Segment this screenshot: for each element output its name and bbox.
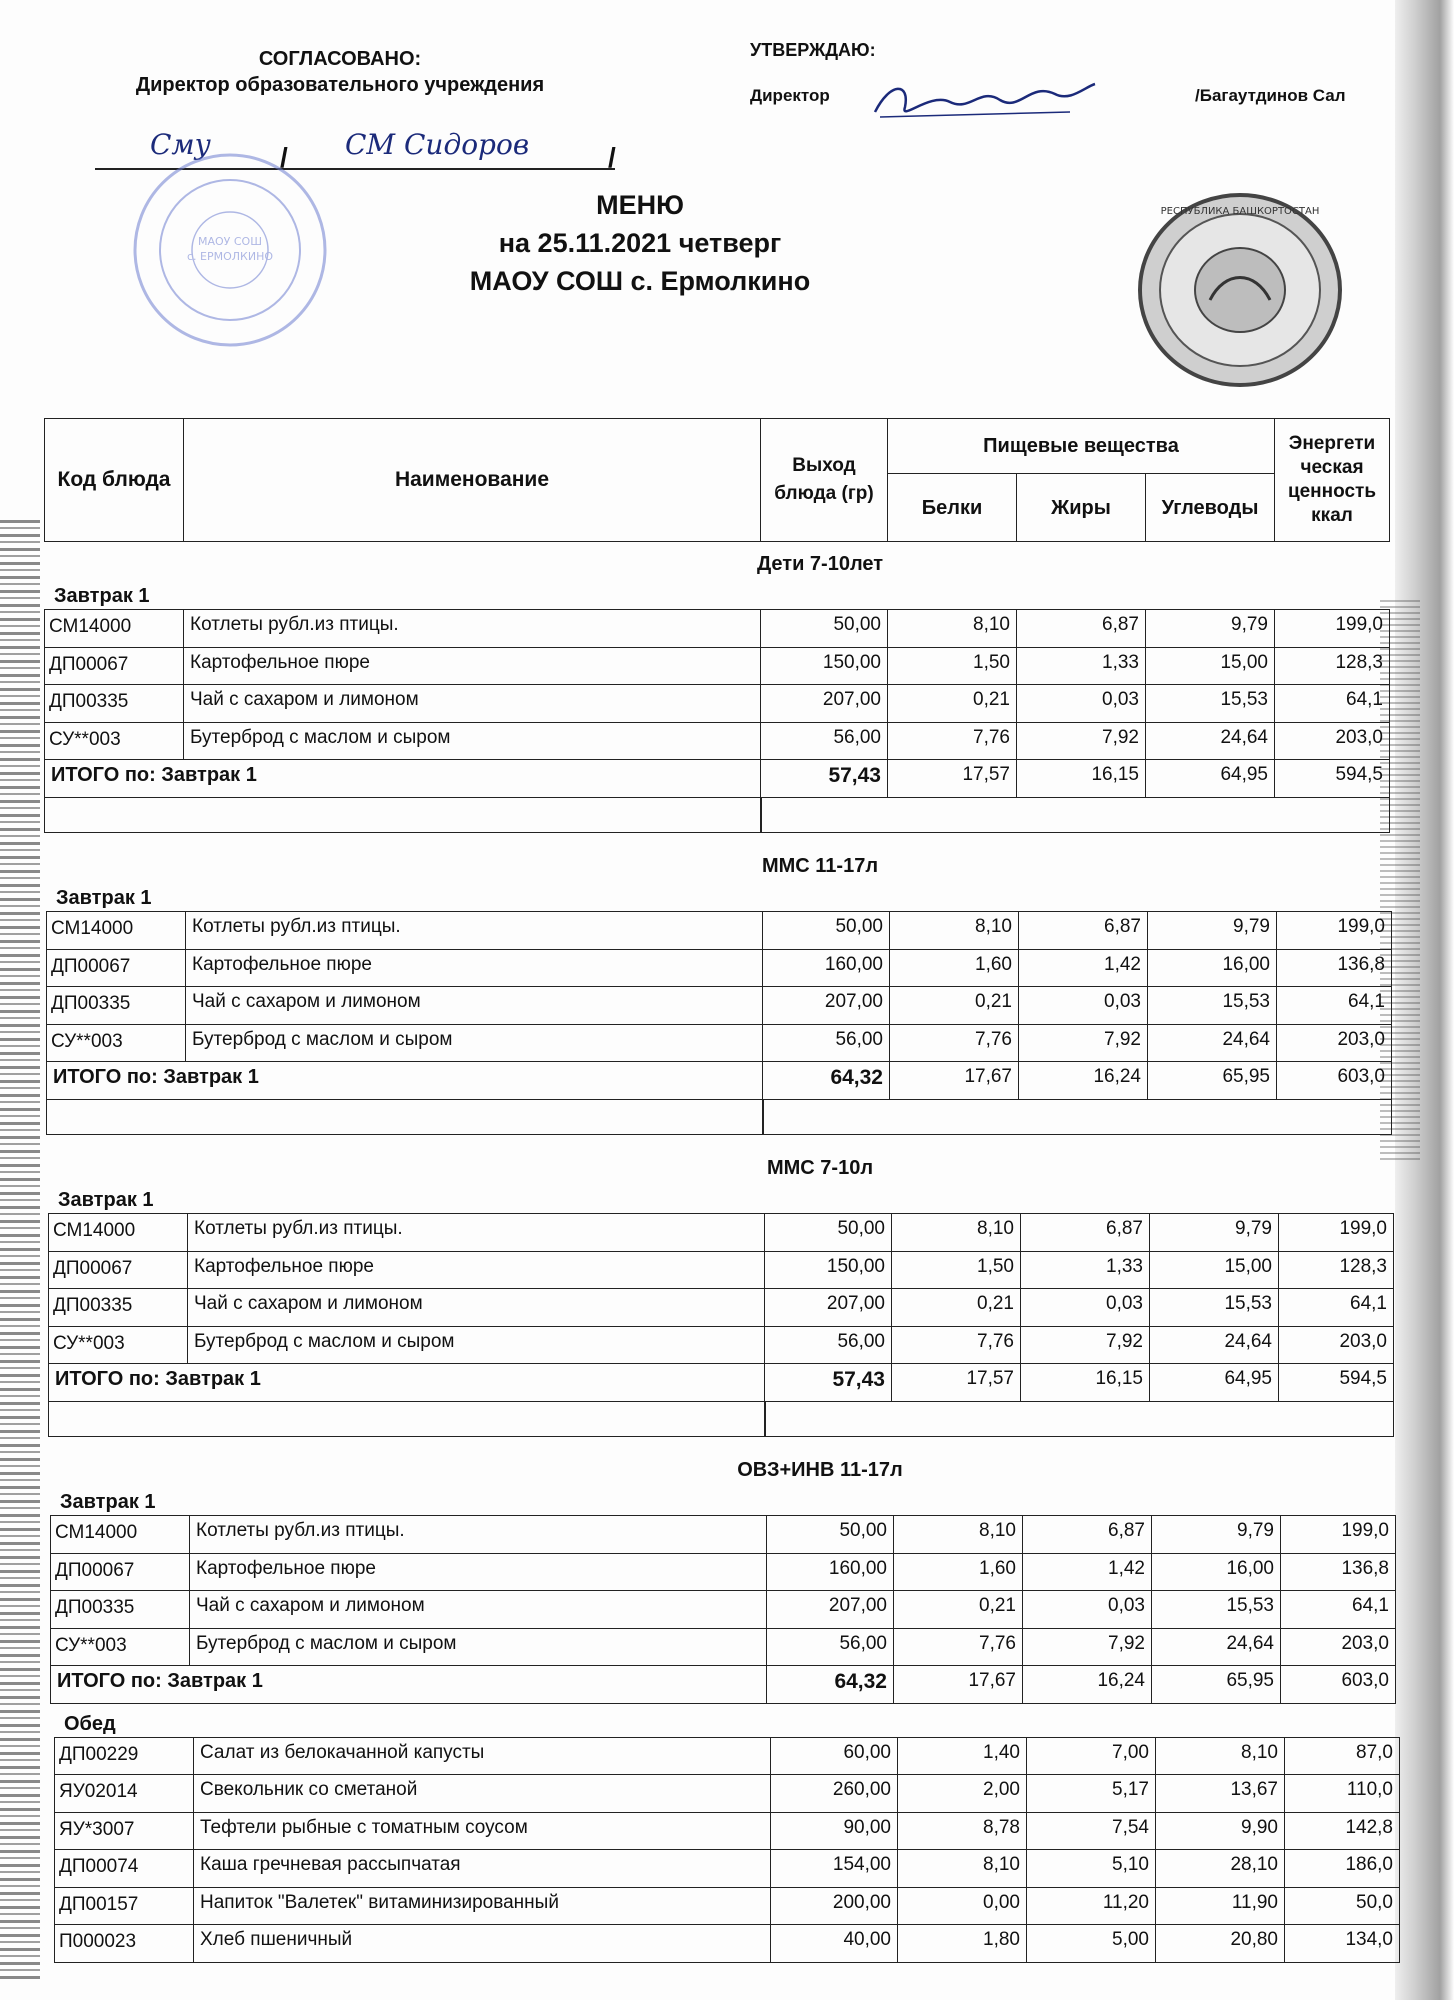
cell-f: 1,33	[1020, 1251, 1150, 1290]
total-e: 603,0	[1276, 1061, 1392, 1100]
scan-noise-left	[0, 520, 40, 1980]
total-p: 17,57	[891, 1363, 1021, 1402]
cell-name: Хлеб пшеничный	[193, 1924, 771, 1963]
cell-output: 40,00	[770, 1924, 898, 1963]
header-carbs: Углеводы	[1145, 473, 1275, 542]
header-proteins: Белки	[887, 473, 1017, 542]
total-f: 16,24	[1022, 1665, 1152, 1704]
director-name: /Багаутдинов Сал	[1195, 86, 1346, 105]
cell-e: 199,0	[1278, 1213, 1394, 1252]
cell-output: 160,00	[762, 949, 890, 988]
cell-c: 15,53	[1147, 986, 1277, 1025]
cell-p: 1,50	[887, 647, 1017, 686]
cell-code: СМ14000	[44, 609, 184, 648]
cell-f: 7,54	[1026, 1812, 1156, 1851]
meal-title: Обед	[64, 1712, 116, 1735]
cell-p: 0,21	[889, 986, 1019, 1025]
cell-c: 8,10	[1155, 1737, 1285, 1776]
cell-f: 5,10	[1026, 1849, 1156, 1888]
cell-e: 64,1	[1280, 1590, 1396, 1629]
cell-p: 7,76	[891, 1326, 1021, 1365]
group-title: Дети 7-10лет	[756, 553, 884, 575]
cell-f: 5,00	[1026, 1924, 1156, 1963]
total-f: 16,15	[1016, 759, 1146, 798]
cell-c: 24,64	[1145, 722, 1275, 761]
cell-c: 13,67	[1155, 1774, 1285, 1813]
total-c: 65,95	[1151, 1665, 1281, 1704]
cell-output: 207,00	[762, 986, 890, 1025]
cell-e: 136,8	[1280, 1553, 1396, 1592]
cell-c: 24,64	[1151, 1628, 1281, 1667]
cell-e: 142,8	[1284, 1812, 1400, 1851]
cell-p: 0,21	[887, 684, 1017, 723]
cell-name: Салат из белокачанной капусты	[193, 1737, 771, 1776]
cell-output: 154,00	[770, 1849, 898, 1888]
cell-e: 64,1	[1276, 986, 1392, 1025]
cell-output: 207,00	[764, 1288, 892, 1327]
cell-p: 8,10	[887, 609, 1017, 648]
cell-c: 9,79	[1151, 1515, 1281, 1554]
cell-code: П000023	[54, 1924, 194, 1963]
meal-title: Завтрак 1	[56, 887, 152, 909]
cell-name: Напиток "Валетек" витаминизированный	[193, 1887, 771, 1926]
total-c: 64,95	[1149, 1363, 1279, 1402]
meal-title: Завтрак 1	[60, 1491, 156, 1513]
cell-e: 136,8	[1276, 949, 1392, 988]
cell-e: 134,0	[1284, 1924, 1400, 1963]
total-p: 17,57	[887, 759, 1017, 798]
cell-f: 7,92	[1022, 1628, 1152, 1667]
cell-code: ДП00157	[54, 1887, 194, 1926]
cell-code: ДП00067	[48, 1251, 188, 1290]
cell-f: 7,92	[1016, 722, 1146, 761]
cell-code: СУ**003	[50, 1628, 190, 1667]
cell-output: 207,00	[766, 1590, 894, 1629]
director-label: Директор	[750, 86, 830, 105]
cell-p: 1,80	[897, 1924, 1027, 1963]
cell-output: 50,00	[760, 609, 888, 648]
title-line-2: на 25.11.2021 четверг	[498, 228, 782, 258]
header-nutrients: Пищевые вещества	[887, 418, 1275, 474]
svg-text:МАОУ СОШ: МАОУ СОШ	[198, 235, 262, 248]
cell-name: Картофельное пюре	[183, 647, 761, 686]
cell-c: 24,64	[1149, 1326, 1279, 1365]
total-e: 603,0	[1280, 1665, 1396, 1704]
cell-e: 128,3	[1278, 1251, 1394, 1290]
cell-e: 110,0	[1284, 1774, 1400, 1813]
agreed-signature-name: СМ Сидоров	[345, 128, 530, 161]
title-line-1: МЕНЮ	[596, 190, 684, 220]
cell-name: Бутерброд с маслом и сыром	[183, 722, 761, 761]
cell-output: 200,00	[770, 1887, 898, 1926]
cell-p: 2,00	[897, 1774, 1027, 1813]
cell-name: Каша гречневая рассыпчатая	[193, 1849, 771, 1888]
cell-f: 0,03	[1022, 1590, 1152, 1629]
cell-p: 7,76	[893, 1628, 1023, 1667]
header-code: Код блюда	[44, 418, 184, 542]
cell-name: Чай с сахаром и лимоном	[185, 986, 763, 1025]
cell-f: 1,33	[1016, 647, 1146, 686]
total-f: 16,15	[1020, 1363, 1150, 1402]
cell-f: 6,87	[1018, 911, 1148, 950]
cell-output: 90,00	[770, 1812, 898, 1851]
cell-c: 15,53	[1151, 1590, 1281, 1629]
cell-f: 6,87	[1016, 609, 1146, 648]
spacer-row	[762, 1099, 1392, 1135]
header-output: Выход блюда (гр)	[760, 418, 888, 542]
cell-name: Бутерброд с маслом и сыром	[187, 1326, 765, 1365]
cell-code: ДП00229	[54, 1737, 194, 1776]
cell-c: 16,00	[1151, 1553, 1281, 1592]
svg-text:с. ЕРМОЛКИНО: с. ЕРМОЛКИНО	[186, 250, 274, 263]
official-seal	[1135, 190, 1345, 390]
cell-c: 9,79	[1145, 609, 1275, 648]
cell-p: 1,40	[897, 1737, 1027, 1776]
cell-code: ДП00335	[46, 986, 186, 1025]
agreed-signature-mark: Сму	[150, 128, 211, 161]
cell-p: 1,50	[891, 1251, 1021, 1290]
meal-title: Завтрак 1	[54, 585, 150, 607]
cell-p: 1,60	[889, 949, 1019, 988]
signature-separator: /	[280, 142, 288, 173]
cell-f: 5,17	[1026, 1774, 1156, 1813]
spacer-row	[48, 1401, 766, 1437]
cell-c: 20,80	[1155, 1924, 1285, 1963]
cell-name: Бутерброд с маслом и сыром	[185, 1024, 763, 1063]
cell-c: 15,00	[1145, 647, 1275, 686]
cell-name: Чай с сахаром и лимоном	[189, 1590, 767, 1629]
spacer-row	[44, 797, 762, 833]
cell-f: 7,92	[1020, 1326, 1150, 1365]
cell-e: 199,0	[1274, 609, 1390, 648]
cell-code: ДП00074	[54, 1849, 194, 1888]
cell-c: 15,53	[1145, 684, 1275, 723]
total-e: 594,5	[1274, 759, 1390, 798]
cell-code: СМ14000	[50, 1515, 190, 1554]
total-c: 64,95	[1145, 759, 1275, 798]
cell-c: 16,00	[1147, 949, 1277, 988]
cell-output: 60,00	[770, 1737, 898, 1776]
cell-output: 260,00	[770, 1774, 898, 1813]
spacer-row	[46, 1099, 764, 1135]
cell-name: Картофельное пюре	[185, 949, 763, 988]
cell-p: 0,21	[891, 1288, 1021, 1327]
cell-e: 128,3	[1274, 647, 1390, 686]
cell-f: 0,03	[1016, 684, 1146, 723]
cell-e: 199,0	[1276, 911, 1392, 950]
cell-p: 7,76	[887, 722, 1017, 761]
header-energy: Энергети ческая ценность ккал	[1274, 418, 1390, 542]
cell-f: 1,42	[1018, 949, 1148, 988]
cell-c: 11,90	[1155, 1887, 1285, 1926]
cell-p: 8,10	[897, 1849, 1027, 1888]
cell-p: 8,10	[891, 1213, 1021, 1252]
total-output: 57,43	[760, 759, 888, 798]
header-name: Наименование	[183, 418, 761, 542]
approve-title: УТВЕРЖДАЮ:	[750, 40, 876, 60]
cell-c: 24,64	[1147, 1024, 1277, 1063]
total-output: 64,32	[766, 1665, 894, 1704]
director-signature	[870, 72, 1100, 132]
cell-e: 199,0	[1280, 1515, 1396, 1554]
cell-output: 207,00	[760, 684, 888, 723]
total-c: 65,95	[1147, 1061, 1277, 1100]
total-label: ИТОГО по: Завтрак 1	[48, 1363, 765, 1402]
cell-p: 8,10	[893, 1515, 1023, 1554]
cell-name: Чай с сахаром и лимоном	[183, 684, 761, 723]
cell-name: Бутерброд с маслом и сыром	[189, 1628, 767, 1667]
cell-output: 50,00	[764, 1213, 892, 1252]
cell-output: 150,00	[760, 647, 888, 686]
cell-output: 50,00	[766, 1515, 894, 1554]
agreed-block	[100, 46, 580, 98]
cell-code: СУ**003	[46, 1024, 186, 1063]
cell-name: Котлеты рубл.из птицы.	[187, 1213, 765, 1252]
cell-code: СМ14000	[46, 911, 186, 950]
cell-p: 1,60	[893, 1553, 1023, 1592]
cell-code: ЯУ02014	[54, 1774, 194, 1813]
menu-title	[400, 186, 880, 300]
total-output: 57,43	[764, 1363, 892, 1402]
group-title: ОВЗ+ИНВ 11-17л	[737, 1459, 903, 1481]
cell-output: 56,00	[766, 1628, 894, 1667]
cell-e: 203,0	[1276, 1024, 1392, 1063]
cell-f: 0,03	[1018, 986, 1148, 1025]
cell-f: 6,87	[1022, 1515, 1152, 1554]
cell-code: ДП00067	[46, 949, 186, 988]
total-f: 16,24	[1018, 1061, 1148, 1100]
meal-title: Завтрак 1	[58, 1189, 154, 1211]
cell-e: 186,0	[1284, 1849, 1400, 1888]
cell-c: 28,10	[1155, 1849, 1285, 1888]
cell-f: 1,42	[1022, 1553, 1152, 1592]
cell-code: ДП00335	[48, 1288, 188, 1327]
cell-code: СУ**003	[44, 722, 184, 761]
cell-c: 9,90	[1155, 1812, 1285, 1851]
cell-name: Свекольник со сметаной	[193, 1774, 771, 1813]
cell-e: 64,1	[1274, 684, 1390, 723]
cell-code: ДП00335	[50, 1590, 190, 1629]
cell-code: СУ**003	[48, 1326, 188, 1365]
total-label: ИТОГО по: Завтрак 1	[50, 1665, 767, 1704]
total-label: ИТОГО по: Завтрак 1	[46, 1061, 763, 1100]
cell-code: ЯУ*3007	[54, 1812, 194, 1851]
cell-c: 15,53	[1149, 1288, 1279, 1327]
cell-name: Тефтели рыбные с томатным соусом	[193, 1812, 771, 1851]
cell-output: 160,00	[766, 1553, 894, 1592]
cell-name: Картофельное пюре	[189, 1553, 767, 1592]
cell-f: 7,92	[1018, 1024, 1148, 1063]
cell-code: ДП00335	[44, 684, 184, 723]
total-p: 17,67	[889, 1061, 1019, 1100]
cell-e: 50,0	[1284, 1887, 1400, 1926]
group-title: ММС 7-10л	[766, 1157, 874, 1179]
total-label: ИТОГО по: Завтрак 1	[44, 759, 761, 798]
cell-code: ДП00067	[50, 1553, 190, 1592]
cell-c: 15,00	[1149, 1251, 1279, 1290]
svg-text:РЕСПУБЛИКА БАШКОРТОСТАН: РЕСПУБЛИКА БАШКОРТОСТАН	[1160, 206, 1320, 217]
cell-c: 9,79	[1149, 1213, 1279, 1252]
cell-output: 56,00	[760, 722, 888, 761]
cell-output: 150,00	[764, 1251, 892, 1290]
spacer-row	[764, 1401, 1394, 1437]
cell-p: 0,21	[893, 1590, 1023, 1629]
cell-f: 0,03	[1020, 1288, 1150, 1327]
cell-e: 87,0	[1284, 1737, 1400, 1776]
cell-e: 64,1	[1278, 1288, 1394, 1327]
cell-p: 8,10	[889, 911, 1019, 950]
total-output: 64,32	[762, 1061, 890, 1100]
cell-output: 56,00	[762, 1024, 890, 1063]
signature-separator: /	[608, 142, 616, 173]
cell-f: 11,20	[1026, 1887, 1156, 1926]
total-e: 594,5	[1278, 1363, 1394, 1402]
header-fats: Жиры	[1016, 473, 1146, 542]
cell-e: 203,0	[1274, 722, 1390, 761]
cell-output: 56,00	[764, 1326, 892, 1365]
cell-code: ДП00067	[44, 647, 184, 686]
title-line-3: МАОУ СОШ с. Ермолкино	[469, 266, 811, 296]
cell-p: 7,76	[889, 1024, 1019, 1063]
spacer-row	[760, 797, 1390, 833]
group-title: ММС 11-17л	[761, 855, 879, 877]
cell-name: Картофельное пюре	[187, 1251, 765, 1290]
cell-output: 50,00	[762, 911, 890, 950]
cell-p: 0,00	[897, 1887, 1027, 1926]
cell-code: СМ14000	[48, 1213, 188, 1252]
cell-name: Котлеты рубл.из птицы.	[183, 609, 761, 648]
cell-c: 9,79	[1147, 911, 1277, 950]
cell-f: 7,00	[1026, 1737, 1156, 1776]
agreed-subtitle: Директор образовательного учреждения	[135, 74, 545, 96]
cell-name: Чай с сахаром и лимоном	[187, 1288, 765, 1327]
cell-e: 203,0	[1278, 1326, 1394, 1365]
cell-f: 6,87	[1020, 1213, 1150, 1252]
total-p: 17,67	[893, 1665, 1023, 1704]
cell-e: 203,0	[1280, 1628, 1396, 1667]
cell-name: Котлеты рубл.из птицы.	[185, 911, 763, 950]
school-stamp	[130, 150, 330, 350]
cell-name: Котлеты рубл.из птицы.	[189, 1515, 767, 1554]
cell-p: 8,78	[897, 1812, 1027, 1851]
agreed-title: СОГЛАСОВАНО:	[258, 48, 422, 70]
